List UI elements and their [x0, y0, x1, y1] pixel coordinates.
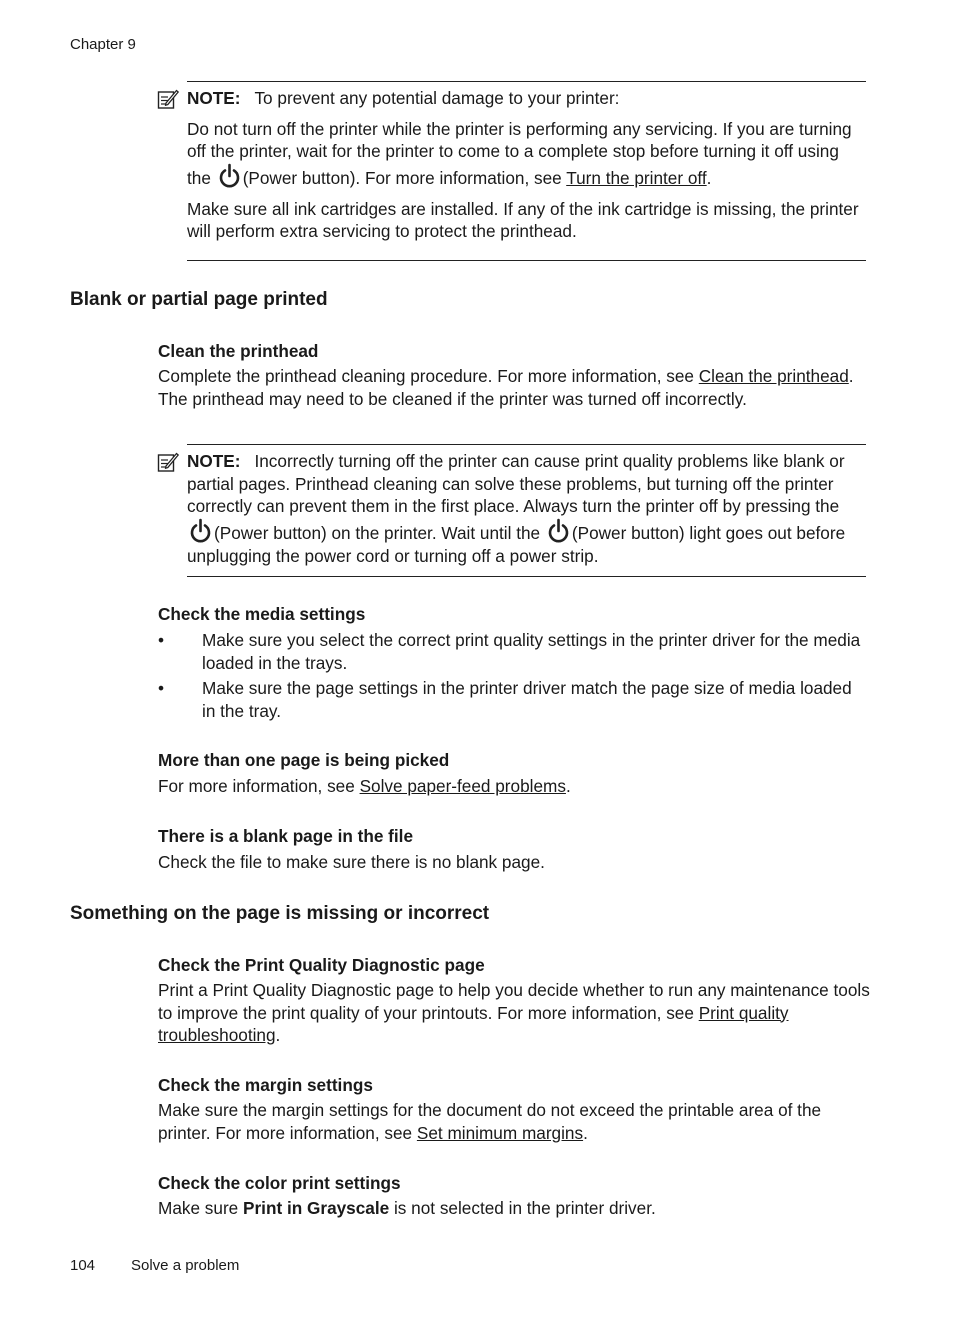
note-text: Incorrectly turning off the printer can cause print quality problems like blank or partial pages. Printhead cleaning can solve these problems, but turning off the printer correctly can prevent them in the first place. Always turn the printer off by pressing the — [187, 451, 845, 516]
note-top-rule — [187, 444, 866, 445]
note-text: . — [706, 167, 712, 188]
note-pencil-icon — [157, 88, 179, 110]
subsection-heading: Check the Print Quality Diagnostic page — [158, 955, 485, 975]
section-heading: Something on the page is missing or incorrect — [70, 903, 490, 924]
subsection-heading: More than one page is being picked — [158, 750, 450, 770]
note-label: NOTE: — [187, 88, 241, 108]
note-bottom-rule — [187, 576, 866, 577]
power-button-icon — [218, 163, 241, 190]
note-top-rule — [187, 81, 866, 82]
clean-printhead-link[interactable]: Clean the printhead — [698, 366, 849, 386]
text: . — [583, 1122, 588, 1143]
text: . — [565, 776, 571, 796]
paragraph — [158, 775, 870, 798]
note-bottom-rule — [187, 260, 866, 261]
bullet-marker: • — [158, 630, 165, 650]
text: For more information, see — [158, 776, 355, 796]
note-text: (Power button). For more information, see — [242, 167, 562, 188]
text: Print a Print Quality Diagnostic page to help you decide whether to run any maintenance tools to improve the print quality of your printouts. For more information, see — [158, 980, 870, 1023]
list-item-text: Make sure you select the correct print quality settings in the printer driver for the media loaded in the trays. — [202, 630, 861, 673]
paragraph — [158, 365, 870, 410]
turn-printer-off-link[interactable]: Turn the printer off — [566, 167, 707, 188]
note-text: (Power button) on the printer. Wait until the — [214, 522, 541, 543]
subsection-heading: Check the media settings — [158, 604, 366, 624]
note-text: Do not turn off the printer while the printer is performing any servicing. If you are turning off the printer, wait for the printer to come to a complete stop before turning it off using the — [187, 118, 852, 188]
text: . — [275, 1025, 281, 1045]
text: Make sure the margin settings for the document do not exceed the printable area of the printer. For more information, see — [158, 1100, 822, 1143]
paragraph — [158, 1099, 870, 1144]
subsection-heading: Check the color print settings — [158, 1173, 401, 1193]
subsection-heading: Clean the printhead — [158, 341, 319, 361]
power-button-icon — [189, 518, 212, 545]
solve-paper-feed-link[interactable]: Solve paper-feed problems — [359, 776, 566, 796]
text: Make sure — [158, 1198, 239, 1218]
setting-name: Print in Grayscale — [243, 1198, 390, 1218]
power-button-icon — [547, 518, 570, 545]
chapter-label: Chapter 9 — [70, 36, 136, 53]
text: . The printhead may need to be cleaned if the printer was turned off incorrectly. — [158, 366, 854, 409]
note-pencil-icon — [157, 451, 179, 473]
note-block-2 — [187, 450, 867, 567]
note-block-1 — [187, 87, 867, 243]
text: is not selected in the printer driver. — [393, 1198, 656, 1218]
set-minimum-margins-link[interactable]: Set minimum margins — [416, 1122, 584, 1143]
section-heading: Blank or partial page printed — [70, 289, 328, 310]
text: Complete the printhead cleaning procedure. For more information, see — [158, 366, 694, 386]
subsection-heading: Check the margin settings — [158, 1075, 373, 1095]
page-number: 104 — [70, 1257, 96, 1274]
list-item-text: Make sure the page settings in the printer driver match the page size of media loaded in the tray. — [202, 678, 852, 721]
note-label: NOTE: — [187, 451, 241, 471]
paragraph — [158, 1197, 870, 1220]
print-quality-troubleshooting-link[interactable]: Print quality troubleshooting — [158, 1002, 789, 1045]
note-text: Make sure all ink cartridges are installed. If any of the ink cartridge is missing, the printer will perform extra servicing to protect the printhead. — [187, 198, 859, 241]
footer-section-title: Solve a problem — [131, 1257, 240, 1274]
note-text: (Power button) light goes out before unplugging the power cord or turning off a power strip. — [187, 522, 846, 566]
subsection-heading: There is a blank page in the file — [158, 826, 414, 846]
paragraph — [158, 851, 870, 874]
paragraph — [158, 979, 870, 1047]
note-intro: To prevent any potential damage to your printer: — [254, 88, 620, 108]
bullet-marker: • — [158, 678, 165, 698]
text: Check the file to make sure there is no blank page. — [158, 852, 545, 872]
